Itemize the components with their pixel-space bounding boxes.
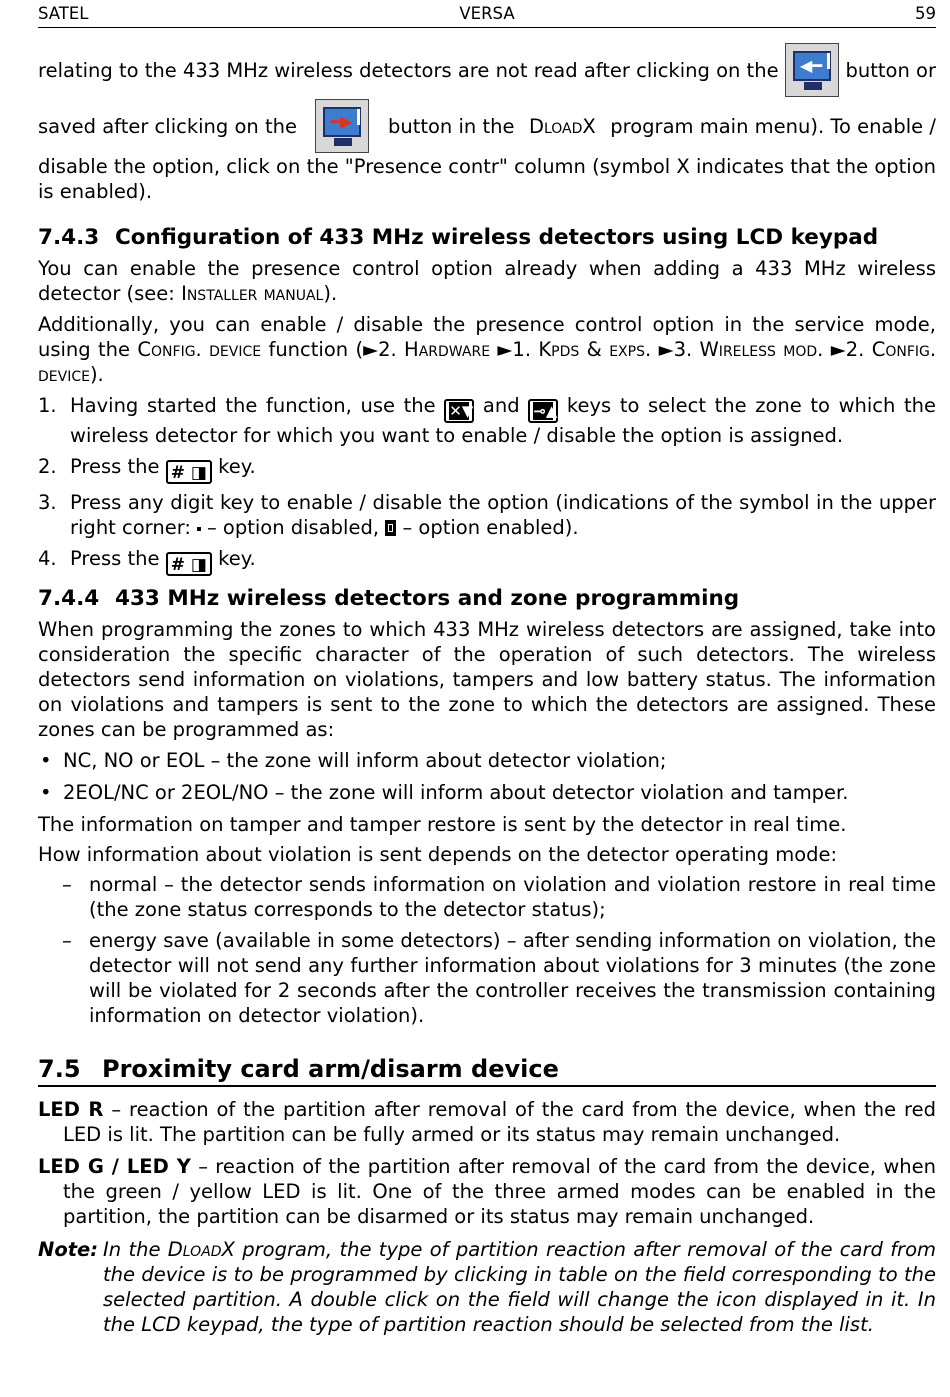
dash-list <box>38 872 936 1028</box>
definition-item: LED G / LED Y – reaction of the partition after removal of the card from the device, when the green / yellow LED is lit. One of the three armed modes can be enabled in the partition, the partition can be disarmed or its status may remain unchanged. <box>38 1155 936 1228</box>
section-title: 433 MHz wireless detectors and zone programming <box>115 586 740 611</box>
paragraph: How information about violation is sent depends on the detector operating mode: <box>38 843 838 866</box>
function-name: Config. device <box>137 338 262 361</box>
key-key-up-icon: ⊸▲ <box>528 399 558 423</box>
path-arrow: ► <box>497 338 513 361</box>
menu-path: 2. Config. device <box>38 338 937 386</box>
section-number: 7.4.4 <box>38 586 100 611</box>
page-number: 59 <box>915 4 936 23</box>
program-name: DloadX <box>528 114 596 138</box>
path-arrow: ► <box>363 338 379 361</box>
header-product: VERSA <box>459 4 515 23</box>
list-item: 1. Having started the function, use the ✕▼ and ⊸▲ keys to select the zone to which the wireless detector for which you want to enable / disable the option is assigned. <box>38 394 937 447</box>
header-brand: SATEL <box>38 4 89 23</box>
definition-term: LED R <box>38 1098 104 1121</box>
key-hash-icon: # ◨ <box>166 552 212 576</box>
section-7-5 <box>38 1054 936 1337</box>
manual-reference: Installer manual <box>181 282 324 305</box>
paragraph: Additionally, you can enable / disable the presence control option in the service mode, using the Config. device function (►2. Hardware ►1. Kpds & exps. ►3. Wireless mod. ►2. Config. device). <box>38 313 937 386</box>
steps-list <box>38 393 936 576</box>
list-item: 3. Press any digit key to enable / disable the option (indications of the symbol in the upper right corner: – option disabled, – option enabled). <box>38 491 936 539</box>
section-number: 7.4.3 <box>38 225 100 250</box>
paragraph: The information on tamper and tamper restore is sent by the detector in real time. <box>38 813 847 836</box>
list-item: • NC, NO or EOL – the zone will inform about detector violation; <box>40 749 667 772</box>
section-7-4-4 <box>38 585 936 1034</box>
intro-paragraph <box>38 42 936 204</box>
paragraph: You can enable the presence control option already when adding a 433 MHz wireless detector (see: Installer manual). <box>38 257 936 305</box>
section-number: 7.5 <box>38 1055 81 1083</box>
program-name: DloadX <box>167 1238 235 1261</box>
intro-line1: relating to the 433 MHz wireless detectors are not read after clicking on the <box>38 58 779 82</box>
path-arrow: ► <box>830 338 846 361</box>
section-title: Configuration of 433 MHz wireless detectors using LCD keypad <box>115 225 879 250</box>
option-disabled-symbol-icon <box>197 527 201 531</box>
list-item: – normal – the detector sends information on violation and violation restore in real time (the zone status corresponds to the detector status); <box>62 873 936 921</box>
read-from-module-icon: ◀━ <box>785 43 839 97</box>
intro-line1-end: button or <box>845 58 936 82</box>
list-item: 4. Press the # ◨ key. <box>38 547 256 575</box>
section-heading <box>38 1054 936 1084</box>
definition-item: LED R – reaction of the partition after removal of the card from the device, when the red LED is lit. The partition can be fully armed or its status may remain unchanged. <box>38 1098 936 1146</box>
intro-rest: disable the option, click on the "Presence contr" column (symbol X indicates that the option is enabled). <box>38 155 936 203</box>
paragraph: When programming the zones to which 433 MHz wireless detectors are assigned, take into consideration the specific character of the operation of such detectors. The wireless detectors send information on violations, tampers and low battery status. The information on violations and tampers is sent to the zone to which the detectors are assigned. These zones can be programmed as: <box>38 618 936 741</box>
intro-line2-mid: button in the <box>387 114 515 138</box>
header-rule <box>38 27 936 28</box>
menu-path: 3. Wireless mod. <box>673 338 824 361</box>
intro-line2-start: saved after clicking on the <box>38 114 297 138</box>
key-cross-down-icon: ✕▼ <box>444 399 474 423</box>
definition-list <box>38 1097 936 1229</box>
note-block: Note: In the DloadX program, the type of partition reaction after removal of the card from the device is to be programmed by clicking in table on the field corresponding to the selected partition. A double click on the field will change the icon displayed in it. In the LCD keypad, the type of partition reaction should be selected from the list. <box>38 1238 936 1336</box>
list-item: • 2EOL/NC or 2EOL/NO – the zone will inform about detector violation and tamper. <box>40 781 849 804</box>
path-arrow: ► <box>658 338 674 361</box>
intro-line2-end: program main menu). To enable / <box>610 114 936 138</box>
list-item: 2. Press the # ◨ key. <box>38 455 256 483</box>
section-heading <box>38 585 936 613</box>
section-heading <box>38 224 936 252</box>
menu-path: 2. Hardware <box>378 338 491 361</box>
note-label: Note: <box>38 1238 99 1261</box>
section-title: Proximity card arm/disarm device <box>102 1055 559 1083</box>
key-hash-icon: # ◨ <box>166 460 212 484</box>
bullet-list <box>38 748 936 805</box>
option-enabled-symbol-icon <box>385 520 396 536</box>
section-7-4-3 <box>38 224 936 582</box>
definition-term: LED G / LED Y <box>38 1155 191 1178</box>
menu-path: 1. Kpds & exps. <box>512 338 652 361</box>
write-to-module-icon: ━▶ <box>315 99 369 153</box>
list-item: – energy save (available in some detectors) – after sending information on violation, the detector will not send any further information about violations for 3 minutes (the zone will be violated for 2 seconds after the controller receives the transmission containing information on detector violation). <box>62 929 936 1027</box>
section-rule <box>38 1085 936 1087</box>
